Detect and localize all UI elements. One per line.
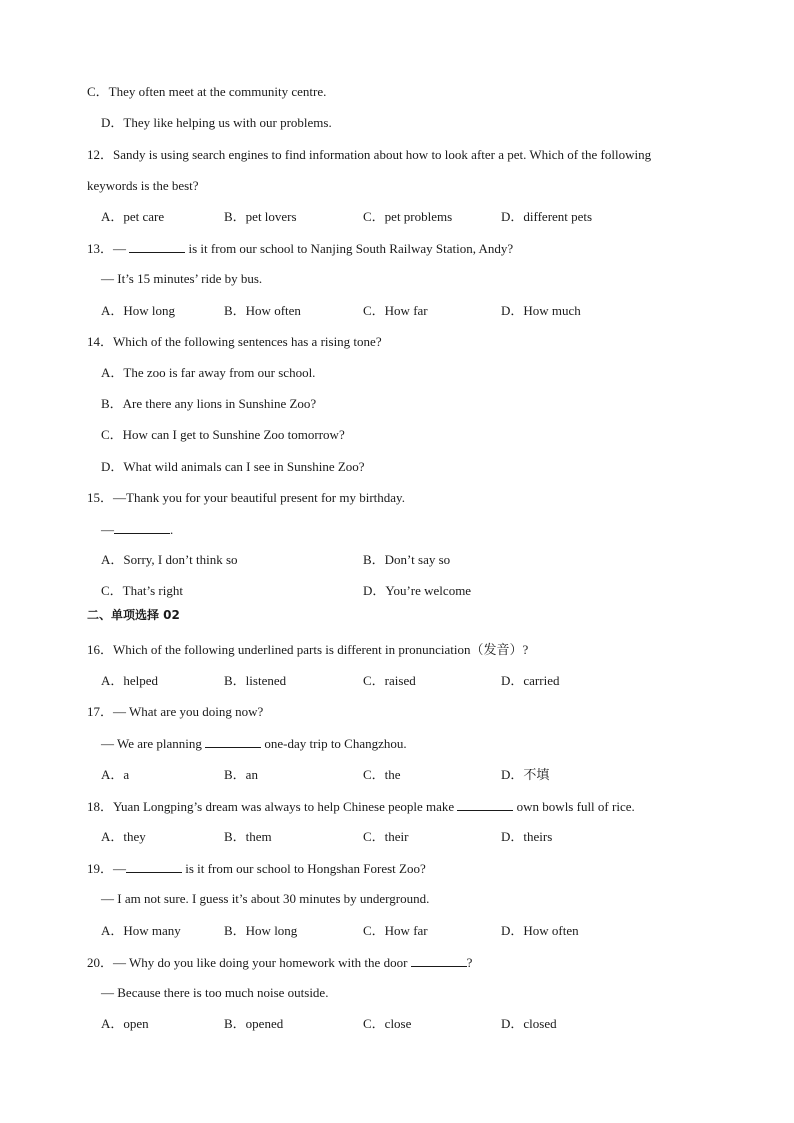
q15-option-c: C．That’s right [101, 583, 183, 598]
q16-option-c: C．raised [363, 673, 416, 688]
q19-option-a: A．How many [101, 923, 181, 938]
q17-option-a: A．a [101, 767, 130, 782]
q20-stem [87, 954, 472, 970]
q20-answer-blank [411, 954, 467, 967]
q17-line2-pre: — We are planning [101, 736, 206, 751]
q18-answer-blank [457, 798, 513, 811]
q18-stem [87, 798, 635, 814]
q15-reply-post: . [170, 522, 174, 537]
q17-option-c: C．the [363, 767, 401, 782]
section-2-heading: 二、单项选择 02 [87, 608, 180, 622]
q20-option-b: B．opened [224, 1016, 284, 1031]
q15-option-b: B．Don’t say so [363, 552, 451, 567]
q17-line2-post: one-day trip to Changzhou. [261, 736, 407, 751]
q20-option-d: D．closed [501, 1016, 557, 1031]
q19-stem-post: is it from our school to Hongshan Forest Zoo? [182, 861, 426, 876]
q12-stem-line2: keywords is the best? [87, 178, 199, 193]
q11-option-c: C．They often meet at the community centre. [87, 84, 327, 99]
q15-reply [101, 521, 173, 537]
q16-option-b: B．listened [224, 673, 287, 688]
q17-stem: 17．— What are you doing now? [87, 704, 264, 719]
q19-option-c: C．How far [363, 923, 428, 938]
q15-option-a: A．Sorry, I don’t think so [101, 552, 238, 567]
q13-stem-pre: 13．— [87, 241, 130, 256]
q16-stem: 16．Which of the following underlined parts is different in pronunciation（发音）? [87, 642, 529, 657]
q14-option-b: B．Are there any lions in Sunshine Zoo? [101, 396, 317, 411]
q12-stem-line1: 12．Sandy is using search engines to find information about how to look after a pet. Which of the following [87, 147, 652, 162]
q18-option-d: D．theirs [501, 829, 553, 844]
q13-stem-post: is it from our school to Nanjing South Railway Station, Andy? [185, 241, 514, 256]
q18-stem-post: own bowls full of rice. [513, 799, 635, 814]
q12-option-b: B．pet lovers [224, 209, 297, 224]
q13-stem [87, 240, 513, 256]
q19-stem [87, 860, 426, 876]
q15-reply-pre: — [101, 522, 114, 537]
q13-option-b: B．How often [224, 303, 301, 318]
q17-line2 [101, 735, 407, 751]
q13-option-d: D．How much [501, 303, 581, 318]
q14-option-a: A．The zoo is far away from our school. [101, 365, 316, 380]
q15-option-d: D．You’re welcome [363, 583, 472, 598]
q15-answer-blank [114, 521, 170, 534]
q15-stem: 15．—Thank you for your beautiful present for my birthday. [87, 490, 405, 505]
q19-option-d: D．How often [501, 923, 579, 938]
q20-option-c: C．close [363, 1016, 412, 1031]
q17-option-b: B．an [224, 767, 258, 782]
q20-answer-line: — Because there is too much noise outside. [101, 985, 329, 1000]
q13-option-a: A．How long [101, 303, 176, 318]
q16-option-a: A．helped [101, 673, 159, 688]
q20-stem-pre: 20．— Why do you like doing your homework with the door [87, 955, 411, 970]
q13-answer-line: — It’s 15 minutes’ ride by bus. [101, 271, 263, 286]
q17-option-d: D．不填 [501, 767, 550, 782]
q19-answer-line: — I am not sure. I guess it’s about 30 minutes by underground. [101, 891, 430, 906]
q12-option-c: C．pet problems [363, 209, 453, 224]
q19-option-b: B．How long [224, 923, 298, 938]
q11-option-d: D．They like helping us with our problems. [101, 115, 332, 130]
q12-option-d: D．different pets [501, 209, 593, 224]
q18-option-a: A．they [101, 829, 146, 844]
q18-option-b: B．them [224, 829, 272, 844]
q18-option-c: C．their [363, 829, 409, 844]
q16-option-d: D．carried [501, 673, 560, 688]
q19-answer-blank [126, 860, 182, 873]
q13-option-c: C．How far [363, 303, 428, 318]
q19-stem-pre: 19．— [87, 861, 127, 876]
q20-option-a: A．open [101, 1016, 149, 1031]
q12-option-a: A．pet care [101, 209, 165, 224]
q14-option-d: D．What wild animals can I see in Sunshine Zoo? [101, 459, 365, 474]
q14-option-c: C．How can I get to Sunshine Zoo tomorrow? [101, 427, 345, 442]
q13-answer-blank [129, 240, 185, 253]
q20-stem-post: ? [466, 955, 473, 970]
q14-stem: 14．Which of the following sentences has a rising tone? [87, 334, 382, 349]
q18-stem-pre: 18．Yuan Longping’s dream was always to help Chinese people make [87, 799, 458, 814]
q17-answer-blank [205, 735, 261, 748]
